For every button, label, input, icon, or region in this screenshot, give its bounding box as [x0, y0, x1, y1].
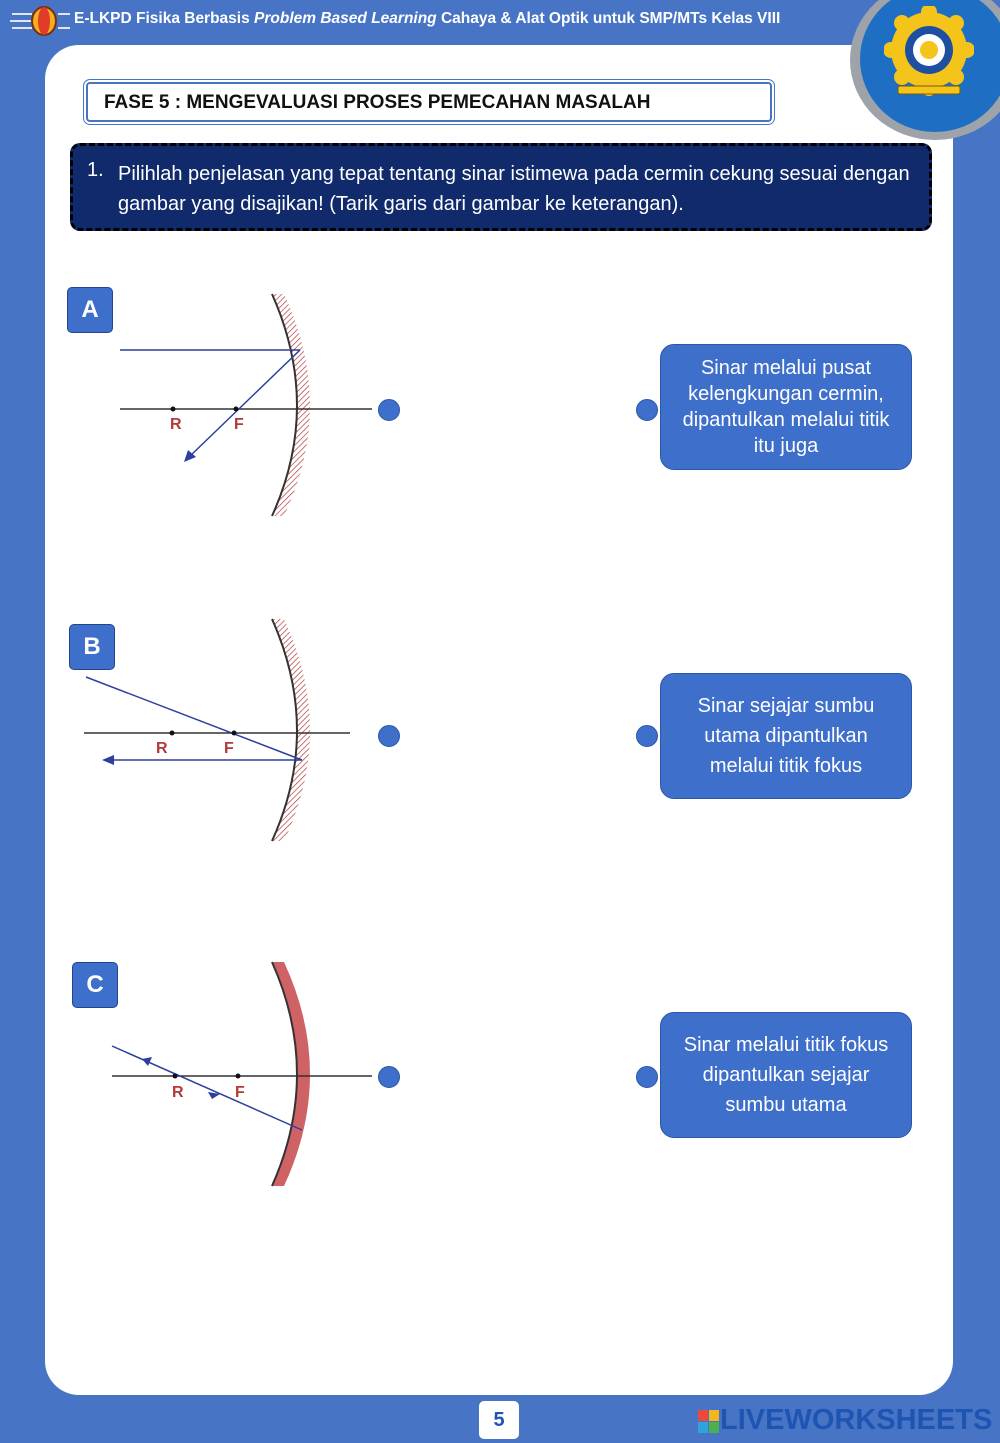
- speeding-orb-icon: [10, 4, 72, 38]
- point-f: [232, 731, 237, 736]
- label-f: F: [235, 1084, 245, 1101]
- diagram-a: [110, 290, 390, 522]
- point-f: [236, 1074, 241, 1079]
- connector-dot-c[interactable]: [378, 1066, 400, 1088]
- page-number: 5: [479, 1401, 519, 1439]
- phase-title: FASE 5 : MENGEVALUASI PROSES PEMECAHAN MASALAH: [104, 92, 651, 113]
- question-number: 1.: [87, 159, 104, 181]
- answer-box-2: Sinar sejajar sumbu utama dipantulkan melalui titik fokus: [660, 673, 912, 799]
- label-f: F: [234, 416, 244, 433]
- header-title-prefix: E-LKPD Fisika Berbasis: [74, 10, 255, 27]
- answer-box-3: Sinar melalui titik fokus dipantulkan sejajar sumbu utama: [660, 1012, 912, 1138]
- phase-title-box: [86, 82, 772, 122]
- question-box: [70, 143, 932, 231]
- diagram-b: [80, 615, 360, 847]
- answer-box-1: Sinar melalui pusat kelengkungan cermin, dipantulkan melalui titik itu juga: [660, 344, 912, 470]
- liveworksheets-brand[interactable]: LIVEWORKSHEETS: [720, 1404, 993, 1436]
- point-r: [173, 1074, 178, 1079]
- item-label-b: B: [69, 624, 115, 670]
- label-r: R: [156, 740, 168, 757]
- question-text: Pilihlah penjelasan yang tepat tentang sinar istimewa pada cermin cekung sesuai dengan gambar yang disajikan! (Tarik garis dari gambar ke keterangan).: [118, 163, 910, 215]
- connector-dot-a[interactable]: [378, 399, 400, 421]
- item-label-c: C: [72, 962, 118, 1008]
- header-title-italic: Problem Based Learning: [254, 10, 437, 27]
- concave-mirror-hatch: [272, 962, 310, 1186]
- label-r: R: [172, 1084, 184, 1101]
- header-bar: [0, 0, 860, 40]
- concave-mirror-hatch: [272, 294, 310, 516]
- label-f: F: [224, 740, 234, 757]
- incident-ray: [86, 677, 302, 760]
- point-r: [171, 407, 176, 412]
- answer-dot-2[interactable]: [636, 725, 658, 747]
- header-title-suffix: Cahaya & Alat Optik untuk SMP/MTs Kelas VIII: [436, 10, 781, 27]
- ray-arrow: [102, 755, 114, 765]
- concave-mirror-hatch: [272, 619, 310, 841]
- label-r: R: [170, 416, 182, 433]
- university-seal-icon: [884, 6, 974, 98]
- reflected-ray: [188, 350, 300, 458]
- liveworksheets-icon: [698, 1410, 720, 1434]
- answer-dot-3[interactable]: [636, 1066, 658, 1088]
- connector-dot-b[interactable]: [378, 725, 400, 747]
- item-label-a: A: [67, 287, 113, 333]
- diagram-c: [108, 958, 388, 1190]
- point-f: [234, 407, 239, 412]
- point-r: [170, 731, 175, 736]
- header-title: [74, 10, 780, 28]
- ray-arrow-back: [142, 1057, 152, 1066]
- incident-reflected-ray: [112, 1046, 302, 1130]
- answer-dot-1[interactable]: [636, 399, 658, 421]
